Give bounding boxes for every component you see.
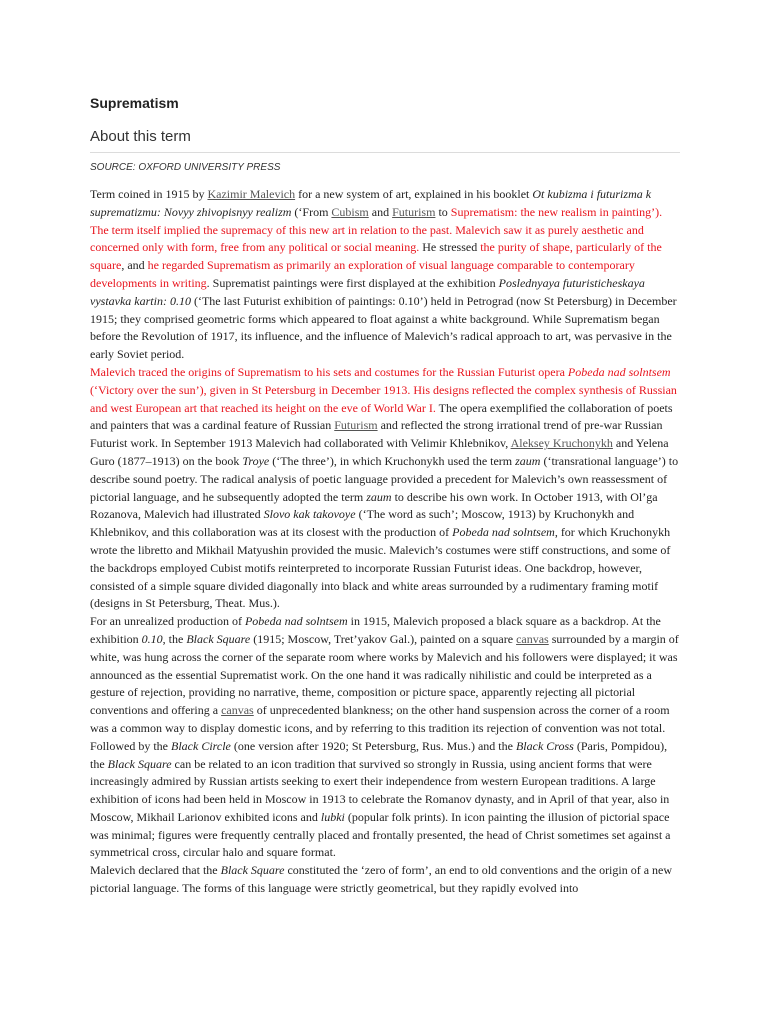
highlighted-text: he regarded Suprematism as primarily an exploration of visual language comparable to contemporary developments in writing (90, 258, 635, 290)
work-title: zaum (366, 489, 392, 504)
text-run: , for which Kruchonykh wrote the libretto and Mikhail Matyushin provided the music. Malevich’s costumes were stiff constructions, and some of the backdrops employed Cubist motifs reinterpreted to incorporate Russian Futurist ideas. One backdrop, however, consisted of a simple square divided diagonally into black and white areas surrounded by a rudimentary framing motif (designs in St Petersburg, Theat. Mus.). (90, 525, 671, 611)
cross-reference-link[interactable]: Futurism (334, 418, 378, 433)
work-title: Ot kubizma i futurizma k suprematizmu: Novyy zhivopisnyy realizm (90, 187, 652, 219)
text-run: and (368, 204, 393, 219)
cross-reference-link[interactable]: Aleksey Kruchonykh (510, 436, 613, 451)
work-title: Poslednyaya futuristicheskaya vystavka kartin: 0.10 (90, 275, 645, 308)
text-run: (1915; Moscow, Tret’yakov Gal.), painted on a square (250, 631, 517, 646)
highlighted-title: Pobeda nad solntsem (567, 364, 671, 379)
article-body (90, 186, 680, 898)
source-line: SOURCE: OXFORD UNIVERSITY PRESS (90, 162, 281, 173)
text-run: (‘From (291, 204, 332, 219)
text-run: for a new system of art, explained in his booklet (295, 187, 533, 201)
paragraph (90, 364, 680, 613)
text-run: (one version after 1920; St Petersburg, Rus. Mus.) and the (230, 738, 516, 753)
text-run: to (435, 204, 451, 219)
text-run: Term coined in 1915 by (90, 187, 208, 201)
text-run: (‘transrational language’) to describe sound poetry. The radical analysis of poetic language provided a precedent for Malevich’s own reassessment of pictorial language, and he subsequently adopted the term (90, 453, 679, 504)
text-run: Malevich declared that the (90, 863, 221, 878)
text-run: He stressed (419, 240, 481, 255)
text-run: in 1915, Malevich proposed a black square as a backdrop. At the exhibition (90, 614, 661, 646)
divider (90, 152, 680, 153)
text-run: (Paris, Pompidou), the (90, 738, 668, 771)
paragraph (90, 862, 680, 898)
work-title: Black Square (107, 756, 172, 771)
text-run: For an unrealized production of (90, 614, 245, 629)
text-run: constituted the ‘zero of form’, an end to old conventions and the origin of a new pictorial language. The forms of this language were strictly geometrical, but they rapidly evolved into (90, 863, 673, 896)
highlighted-text: Suprematism: the new realism in painting’). The term itself implied the supremacy of this new art in relation to the past. Malevich saw it as purely aesthetic and concerned only with form, free from any political or social meaning. (90, 204, 663, 255)
cross-reference-link[interactable]: Kazimir Malevich (207, 187, 296, 201)
highlighted-text: Malevich traced the origins of Suprematism to his sets and costumes for the Russian Futurist opera (90, 364, 568, 379)
text-run: can be related to an icon tradition that survived so strongly in Russia, using ancient forms that were increasingly admired by Russian artists seeking to exert their independence from western European traditions. A large exhibition of icons had been held in Moscow in 1913 to celebrate the Romanov dynasty, and in April of that year, also in Moscow, Mikhail Larionov exhibited icons and (90, 756, 670, 824)
paragraph (90, 186, 680, 364)
text-run: , and (121, 258, 148, 273)
text-run: . Suprematist paintings were first displayed at the exhibition (206, 275, 499, 290)
text-run: and Yelena Guro (1877–1913) on the book (90, 436, 669, 468)
highlighted-text: the purity of shape, particularly of the square (90, 240, 662, 273)
work-title: 0.10 (141, 631, 163, 646)
highlighted-text: (‘Victory over the sun’), given in St Petersburg in December 1913. His designs reflected the complex synthesis of Russian and west European art that reached its height on the eve of World War I. (90, 382, 677, 415)
text-run: (popular folk prints). In icon painting the illusion of pictorial space was minimal; figures were frequently centrally placed and frontally presented, the head of Christ sometimes set against a symmetrical cross, circular halo and square format. (90, 809, 671, 860)
text-run: The opera exemplified the collaboration of poets and painters that was a cardinal feature of Russian (90, 400, 673, 433)
work-title: Black Square (220, 863, 285, 878)
work-title: Black Square (186, 631, 251, 646)
work-title: Pobeda nad solntsem (244, 614, 348, 629)
text-run: and reflected the strong irrational trend of pre-war Russian Futurist work. In September 1913 Malevich had collaborated with Velimir Khlebnikov, (90, 418, 663, 451)
cross-reference-link[interactable]: canvas (516, 631, 549, 646)
work-title: Black Circle (171, 738, 231, 753)
cross-reference-link[interactable]: Futurism (392, 204, 436, 219)
text-run: (‘The word as such’; Moscow, 1913) by Kruchonykh and Khlebnikov, and this collaboration was at its closest with the production of (90, 507, 635, 540)
text-run: , the (162, 631, 187, 646)
cross-reference-link[interactable]: Cubism (331, 204, 369, 219)
paragraph (90, 613, 680, 862)
work-title: zaum (515, 453, 541, 468)
text-run: (‘The three’), in which Kruchonykh used the term (269, 453, 516, 468)
text-run: surrounded by a margin of white, was hung across the corner of the separate room where works by Malevich and his followers were displayed; it was announced as the essential Suprematist work. On the one hand it was radically nihilistic and could be interpreted as a gesture of rejection, providing no narrative, theme, composition or picture space, apparently rejecting all pictorial conventions and offering a (90, 631, 679, 718)
section-heading: About this term (90, 128, 191, 145)
article-title: Suprematism (90, 95, 179, 111)
work-title: Black Cross (515, 738, 574, 753)
text-run: (‘The last Futurist exhibition of paintings: 0.10’) held in Petrograd (now St Petersburg) in December 1915; they comprised geometric forms which appeared to float against a white background. While Suprematism began before the Revolution of 1917, its influence, and the influence of Malevich’s radical approach to art, was pervasive in the early Soviet period. (90, 293, 677, 362)
work-title: Pobeda nad solntsem (452, 525, 555, 540)
work-title: Troye (242, 453, 270, 468)
work-title: lubki (320, 809, 345, 824)
text-run: of unprecedented blankness; on the other hand suspension across the corner of a room was a common way to display domestic icons, and by referring to this tradition its rejection of convention was not total. Followed by the (90, 703, 670, 753)
work-title: Slovo kak takovoye (263, 507, 356, 522)
cross-reference-link[interactable]: canvas (221, 703, 254, 718)
text-run: to describe his own work. In October 1913, with Ol’ga Rozanova, Malevich had illustrated (90, 489, 658, 522)
